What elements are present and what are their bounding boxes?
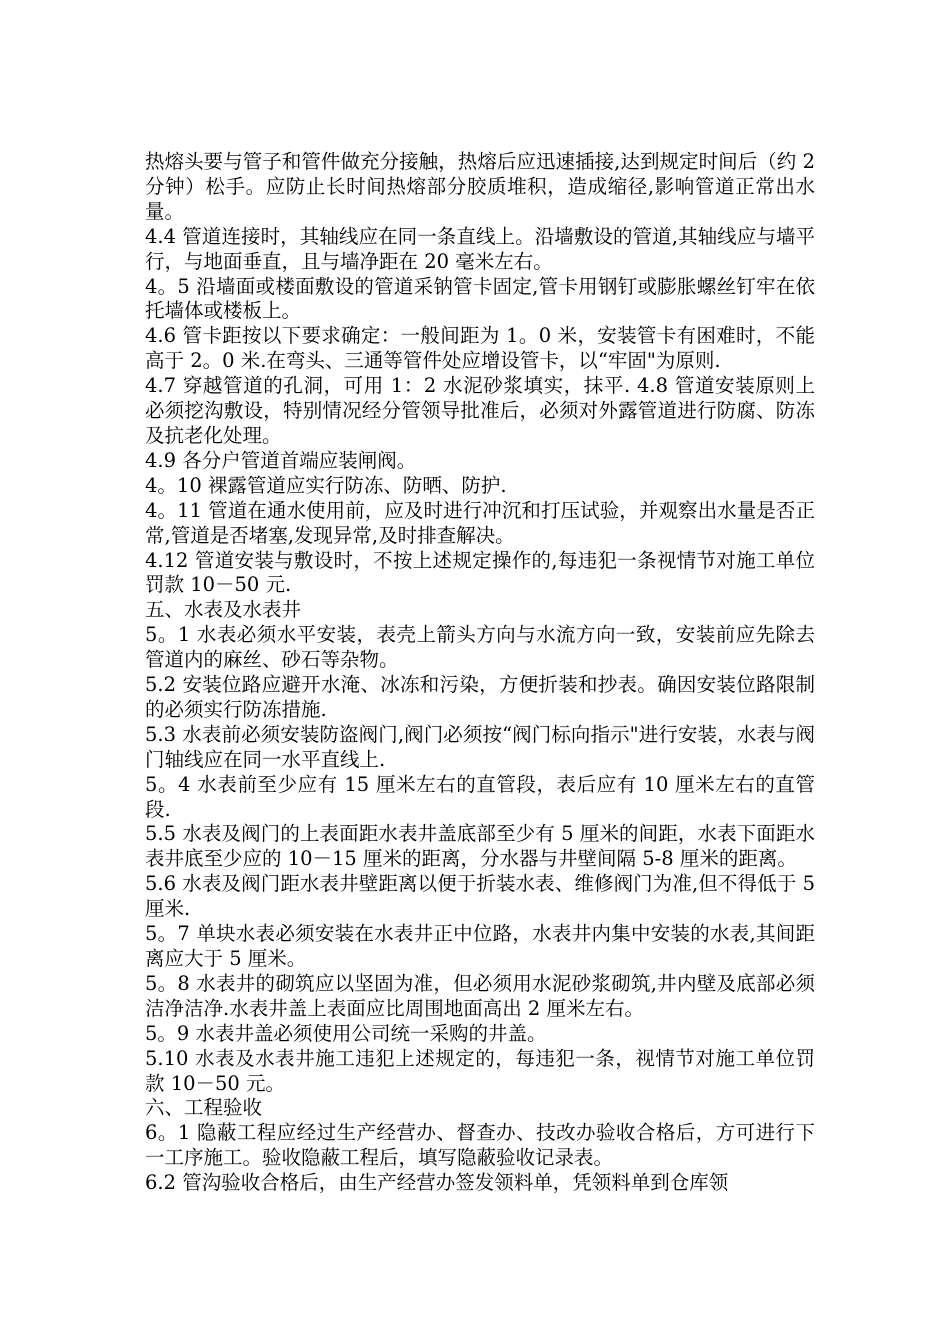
paragraph-4-12: 4.12 管道安装与敷设时，不按上述规定操作的,每违犯一条视情节对施工单位罚款 10－50 元. (145, 548, 815, 597)
paragraph-6-1: 6。1 隐蔽工程应经过生产经营办、督查办、技改办验收合格后，方可进行下一工序施工。验收隐蔽工程后，填写隐蔽验收记录表。 (145, 1121, 815, 1170)
paragraph-5-8: 5。8 水表井的砌筑应以坚固为准，但必须用水泥砂浆砌筑,井内壁及底部必须洁净洁净.水表井盖上表面应比周围地面高出 2 厘米左右。 (145, 971, 815, 1020)
paragraph-6-2: 6.2 管沟验收合格后，由生产经营办签发领料单，凭领料单到仓库领 (145, 1171, 729, 1195)
paragraph-5-6: 5.6 水表及阀门距水表井壁距离以便于折装水表、维修阀门为准,但不得低于 5 厘米. (145, 872, 815, 921)
paragraph-5-10: 5.10 水表及水表井施工违犯上述规定的，每违犯一条，视情节对施工单位罚款 10－50 元。 (145, 1046, 815, 1095)
paragraph-4-9: 4.9 各分户管道首端应装闸阀。 (145, 448, 417, 472)
paragraph-5-5: 5.5 水表及阀门的上表面距水表井盖底部至少有 5 厘米的间距，水表下面距水表井底至少应的 10－15 厘米的距离，分水器与井壁间隔 5-8 厘米的距离。 (145, 822, 815, 871)
paragraph-5-7: 5。7 单块水表必须安装在水表井正中位路，水表井内集中安装的水表,其间距离应大于 5 厘米。 (145, 922, 815, 970)
section-heading-6: 六、工程验收 (145, 1096, 263, 1120)
paragraph-4-7: 4.7 穿越管道的孔洞，可用 1：2 水泥砂浆填实，抹平. 4.8 管道安装原则上必须挖沟敷设，特别情况经分管领导批准后，必须对外露管道进行防腐、防冻及抗老化处理。 (145, 374, 815, 447)
paragraph-4-10: 4。10 裸露管道应实行防冻、防晒、防护. (145, 473, 507, 497)
paragraph-4-5: 4。5 沿墙面或楼面敷设的管道采钠管卡固定,管卡用钢钉或膨胀螺丝钉牢在依托墙体或楼板上。 (145, 274, 815, 323)
paragraph-5-3: 5.3 水表前必须安装防盗阀门,阀门必须按“阀门标向指示"进行安装，水表与阀门轴线应在同一水平直线上. (145, 722, 815, 771)
paragraph-5-1: 5。1 水表必须水平安装，表壳上箭头方向与水流方向一致，安装前应先除去管道内的麻丝、砂石等杂物。 (145, 623, 815, 672)
paragraph-4-4: 4.4 管道连接时，其轴线应在同一条直线上。沿墙敷设的管道,其轴线应与墙平行，与地面垂直，且与墙净距在 20 毫米左右。 (145, 224, 815, 273)
document-body (145, 150, 815, 1196)
paragraph-4-6: 4.6 管卡距按以下要求确定：一般间距为 1。0 米，安装管卡有困难时，不能高于 2。0 米.在弯头、三通等管件处应增设管卡，以“牢固"为原则. (145, 324, 815, 373)
paragraph-5-4: 5。4 水表前至少应有 15 厘米左右的直管段，表后应有 10 厘米左右的直管段. (145, 772, 815, 821)
paragraph-4-11: 4。11 管道在通水使用前，应及时进行冲沉和打压试验，并观察出水量是否正常,管道是否堵塞,发现异常,及时排查解决。 (145, 498, 815, 547)
section-heading-5: 五、水表及水表井 (145, 598, 302, 622)
paragraph-5-2: 5.2 安装位路应避开水淹、冰冻和污染，方便折装和抄表。确因安装位路限制的必须实行防冻措施. (145, 673, 815, 721)
paragraph-hot-melt: 热熔头要与管子和管件做充分接触，热熔后应迅速插接,达到规定时间后（约 2 分钟）松手。应防止长时间热熔部分胶质堆积，造成缩径,影响管道正常出水量。 (145, 150, 815, 223)
paragraph-5-9: 5。9 水表井盖必须使用公司统一采购的井盖。 (145, 1021, 547, 1045)
